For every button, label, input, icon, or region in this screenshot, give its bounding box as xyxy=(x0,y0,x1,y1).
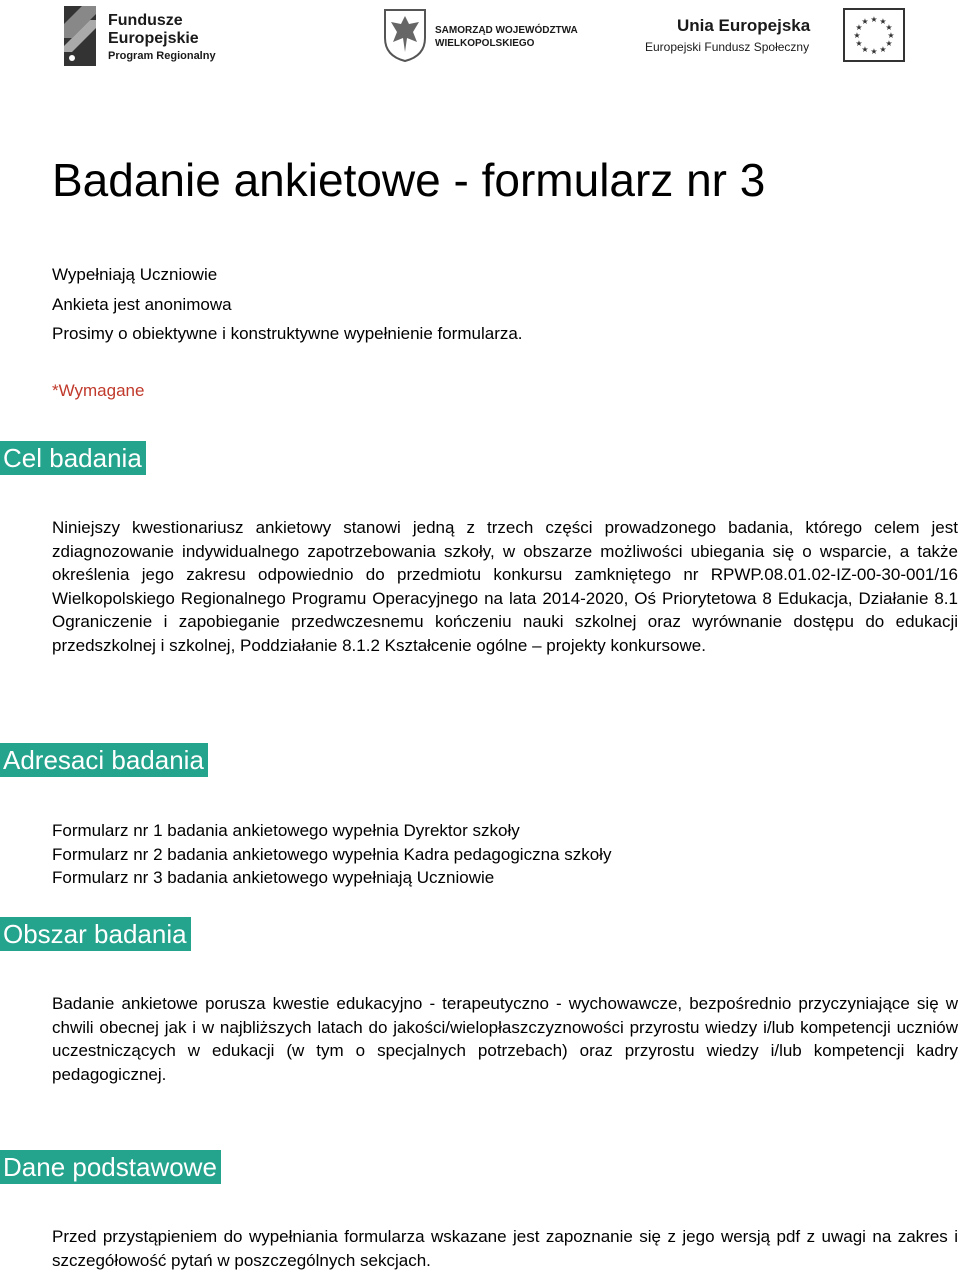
fe-line3: Program Regionalny xyxy=(108,50,216,62)
svg-text:★: ★ xyxy=(870,47,878,56)
ue-line2: Europejski Fundusz Społeczny xyxy=(645,40,810,54)
section-text-cel: Niniejszy kwestionariusz ankietowy stanowi jedną z trzech części prowadzonego badania, którego celem jest zdiagnozowanie indywidualnego zapotrzebowania szkoły, w obszarze możliwości ubiegania się o wsparcie, a także określenia jego zakresu odpowiednio do przedmiotu konkursu zamkniętego nr RPWP.08.01.02-IZ-00-30-001/16 Wielkopolskiego Regionalnego Programu Operacyjnego na lata 2014-2020, Oś Priorytetowa 8 Edukacja, Działanie 8.1 Ograniczenie i zapobieganie przedwczesnemu kończeniu nauki szkolnej oraz wyrównanie dostępu do edukacji przedszkolnej i szkolnej, Poddziałanie 8.1.2 Kształcenie ogólne – projekty konkursowe. xyxy=(52,518,958,655)
fe-flag-icon xyxy=(62,6,98,66)
ue-line1: Unia Europejska xyxy=(677,16,811,35)
list-item: Formularz nr 2 badania ankietowego wypełnia Kadra pedagogiczna szkoły xyxy=(52,844,612,864)
svg-text:★: ★ xyxy=(885,39,893,48)
svg-text:★: ★ xyxy=(853,31,861,40)
fundusze-europejskie-logo xyxy=(62,6,222,66)
intro-block xyxy=(52,260,523,349)
intro-line: Ankieta jest anonimowa xyxy=(52,294,232,314)
section-list-adresaci xyxy=(52,819,958,890)
list-item: Formularz nr 1 badania ankietowego wypełnia Dyrektor szkoły xyxy=(52,821,520,840)
wielkopolska-logo xyxy=(383,8,583,62)
section-text-obszar: Badanie ankietowe porusza kwestie edukacyjno - terapeutyczno - wychowawcze, bezpośrednio przyczyniające się w chwili obecnej jak i w najbliższych latach do jakości/wielopłaszczyznowości przyrostu wiedzy i/lub kompetencji uczniów uczestniczących w edukacji (w tym o specjalnych potrzebach) oraz przyrostu wiedzy i/lub kompetencji kadry pedagogicznej. xyxy=(52,994,958,1084)
intro-line: Wypełniają Uczniowie xyxy=(52,265,218,284)
section-text-dane: Przed przystąpieniem do wypełniania formularza wskazane jest zapoznanie się z jego wersją pdf z uwagi na zakres i szczegółowość pytań w poszczególnych sekcjach. xyxy=(52,1227,958,1270)
page-title: Badanie ankietowe - formularz nr 3 xyxy=(52,154,766,206)
section-header-obszar: Obszar badania xyxy=(0,917,191,951)
wlkp-line2: WIELKOPOLSKIEGO xyxy=(435,38,535,49)
fe-line2: Europejskie xyxy=(108,30,199,47)
wlkp-line1: SAMORZĄD WOJEWÓDZTWA xyxy=(435,25,578,36)
intro-line: Prosimy o obiektywne i konstruktywne wypełnienie formularza. xyxy=(52,324,523,343)
svg-text:★: ★ xyxy=(879,45,887,54)
svg-text:★: ★ xyxy=(870,15,878,24)
section-header-cel: Cel badania xyxy=(0,441,146,475)
required-note: *Wymagane xyxy=(52,381,145,400)
svg-text:★: ★ xyxy=(855,23,863,32)
svg-text:★: ★ xyxy=(885,23,893,32)
eagle-crest-icon xyxy=(383,8,427,62)
svg-text:★: ★ xyxy=(861,17,869,26)
unia-europejska-logo xyxy=(645,6,907,64)
eu-flag-icon xyxy=(843,8,905,62)
fe-line1: Fundusze xyxy=(108,12,183,29)
section-header-adresaci: Adresaci badania xyxy=(0,743,208,777)
list-item: Formularz nr 3 badania ankietowego wypełniają Uczniowie xyxy=(52,868,495,887)
svg-text:★: ★ xyxy=(855,39,863,48)
section-header-dane: Dane podstawowe xyxy=(0,1150,221,1184)
svg-text:★: ★ xyxy=(879,17,887,26)
svg-text:★: ★ xyxy=(887,31,895,40)
svg-text:★: ★ xyxy=(861,45,869,54)
